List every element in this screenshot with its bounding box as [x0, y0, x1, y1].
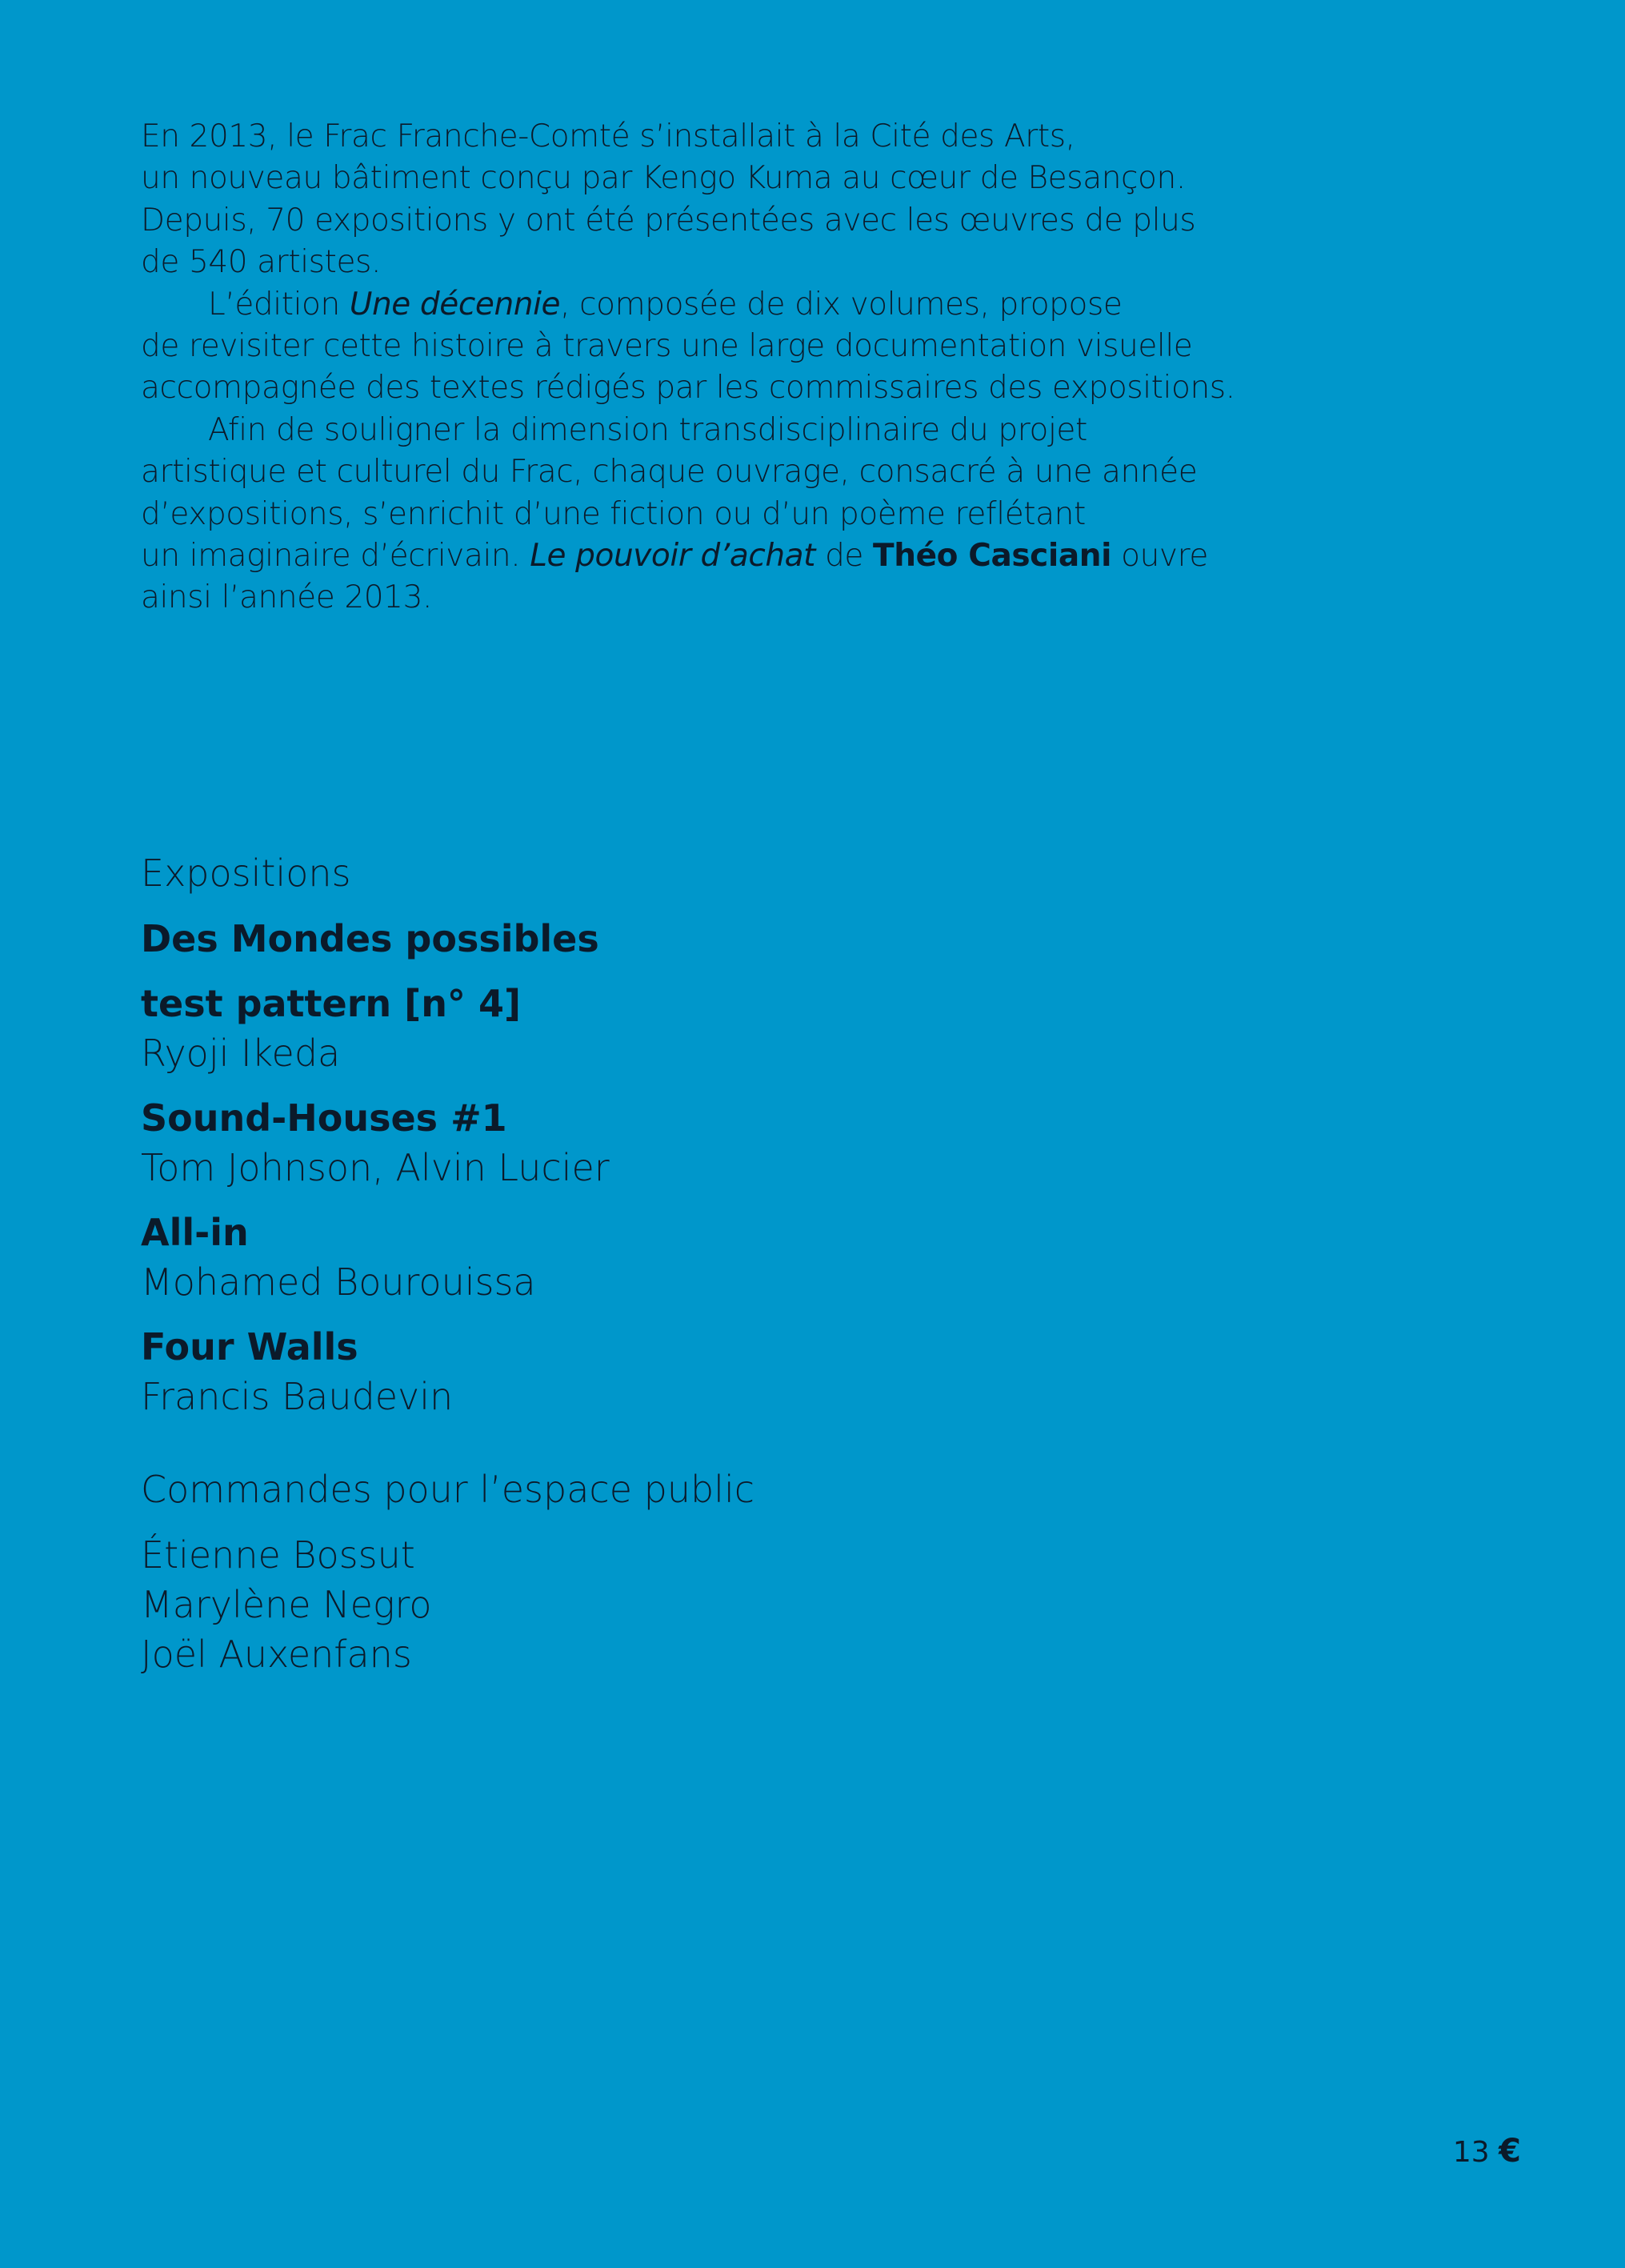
exposition-artists: Francis Baudevin — [141, 1375, 454, 1418]
text-line: de revisiter cette histoire à travers une large documentation visuelle — [141, 328, 1193, 365]
intro-paragraph-2 — [141, 284, 1325, 410]
text-segment: ouvre — [1111, 538, 1208, 575]
text-line: artistique et culturel du Frac, chaque ouvrage, consacré à une année — [141, 454, 1198, 491]
artist-name: Joël Auxenfans — [141, 1633, 412, 1676]
text-segment: , composée de dix volumes, propose — [560, 286, 1123, 323]
text-line: accompagnée des textes rédigés par les commissaires des expositions. — [141, 370, 1235, 407]
intro-text — [141, 116, 1325, 619]
exposition-title: Des Mondes possibles — [141, 917, 599, 960]
public-commissions — [141, 1465, 754, 1679]
text-line — [141, 535, 1325, 577]
commissions-heading: Commandes pour l’espace public — [141, 1468, 755, 1511]
exposition-title: All-in — [141, 1211, 249, 1254]
intro-paragraph-1 — [141, 116, 1325, 284]
book-title-italic: Une décennie — [349, 286, 561, 323]
exposition-artists: Ryoji Ikeda — [141, 1032, 341, 1075]
exposition-artists: Tom Johnson, Alvin Lucier — [141, 1146, 610, 1189]
price-amount: 13 — [1452, 2136, 1490, 2169]
text-segment: un imaginaire d’écrivain. — [141, 538, 530, 575]
price-label — [1453, 2133, 1521, 2170]
exposition-item — [141, 979, 1261, 1078]
intro-paragraph-3 — [141, 410, 1325, 619]
exposition-item — [141, 914, 1261, 964]
author-name-bold: Théo Casciani — [873, 538, 1112, 575]
artist-name: Marylène Negro — [141, 1583, 432, 1626]
text-line: un nouveau bâtiment conçu par Kengo Kuma au cœur de Besançon. — [141, 160, 1186, 197]
text-segment: de — [815, 538, 874, 575]
euro-currency-symbol: € — [1499, 2133, 1521, 2170]
text-line: En 2013, le Frac Franche-Comté s’installait à la Cité des Arts, — [141, 118, 1075, 154]
text-line: d’expositions, s’enrichit d’une fiction ou d’un poème reflétant — [141, 495, 1086, 532]
exposition-item — [141, 1322, 1261, 1421]
exposition-title: test pattern [n° 4] — [141, 982, 521, 1025]
fiction-title-italic: Le pouvoir d’achat — [530, 538, 816, 575]
exposition-artists: Mohamed Bourouissa — [141, 1260, 536, 1304]
expositions-list — [141, 848, 1261, 1437]
exposition-title: Four Walls — [141, 1325, 358, 1368]
text-line — [141, 284, 1325, 326]
exposition-title: Sound-Houses #1 — [141, 1096, 507, 1140]
artist-name: Étienne Bossut — [141, 1533, 415, 1577]
expositions-heading: Expositions — [141, 852, 351, 895]
text-line: Depuis, 70 expositions y ont été présentées avec les œuvres de plus — [141, 202, 1196, 238]
text-line: ainsi l’année 2013. — [141, 579, 433, 616]
text-line: Afin de souligner la dimension transdisciplinaire du projet — [208, 411, 1087, 448]
exposition-item — [141, 1093, 1261, 1192]
text-segment: L’édition — [208, 286, 350, 323]
exposition-item — [141, 1208, 1261, 1307]
text-line: de 540 artistes. — [141, 244, 381, 281]
